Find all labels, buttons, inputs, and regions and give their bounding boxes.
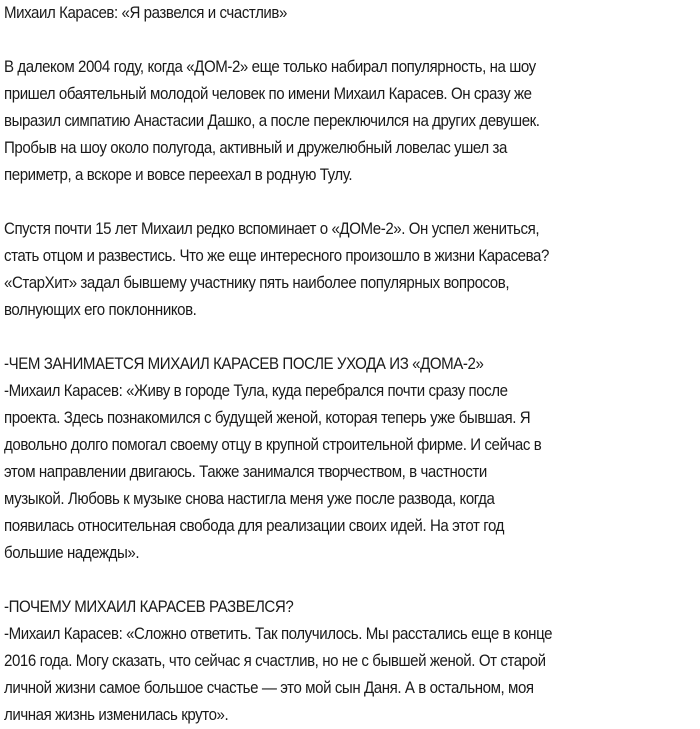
spacer xyxy=(4,189,700,216)
answer-line: проекта. Здесь познакомился с будущей женой, которая теперь уже бывшая. Я xyxy=(4,409,531,427)
section-heading: -ПОЧЕМУ МИХАИЛ КАРАСЕВ РАЗВЕЛСЯ? xyxy=(4,598,294,616)
intro-line: В далеком 2004 году, когда «ДОМ-2» еще только набирал популярность, на шоу xyxy=(4,58,536,76)
lead-line: «СтарХит» задал бывшему участнику пять наиболее популярных вопросов, xyxy=(4,274,510,292)
spacer xyxy=(4,27,700,54)
lead-line: стать отцом и развестись. Что же еще интересного произошло в жизни Карасева? xyxy=(4,247,549,265)
answer-line: личной жизни самое большое счастье — это мой сын Даня. А в остальном, моя xyxy=(4,679,534,697)
answer-line: музыкой. Любовь к музыке снова настигла меня уже после развода, когда xyxy=(4,490,495,508)
intro-line: периметр, а вскоре и вовсе переехал в родную Тулу. xyxy=(4,166,353,184)
spacer xyxy=(4,567,700,594)
answer-line: личная жизнь изменилась круто». xyxy=(4,706,229,724)
intro-line: Пробыв на шоу около полугода, активный и дружелюбный ловелас ушел за xyxy=(4,139,507,157)
answer-line: довольно долго помогал своему отцу в крупной строительной фирме. И сейчас в xyxy=(4,436,542,454)
spacer xyxy=(4,324,700,351)
article-title: Михаил Карасев: «Я развелся и счастлив» xyxy=(4,4,287,22)
answer-line: 2016 года. Могу сказать, что сейчас я счастлив, но не с бывшей женой. От старой xyxy=(4,652,546,670)
intro-line: выразил симпатию Анастасии Дашко, а после переключился на других девушек. xyxy=(4,112,540,130)
answer-line: этом направлении двигаюсь. Также занимался творчеством, в частности xyxy=(4,463,487,481)
intro-paragraph xyxy=(4,54,700,189)
answer-line: -Михаил Карасев: «Живу в городе Тула, куда перебрался почти сразу после xyxy=(4,382,508,400)
section-divorce xyxy=(4,594,700,729)
section-heading: -ЧЕМ ЗАНИМАЕТСЯ МИХАИЛ КАРАСЕВ ПОСЛЕ УХОДА ИЗ «ДОМА-2» xyxy=(4,355,484,373)
lead-line: волнующих его поклонников. xyxy=(4,301,197,319)
answer-line: -Михаил Карасев: «Сложно ответить. Так получилось. Мы расстались еще в конце xyxy=(4,625,553,643)
answer-line: появилась относительная свобода для реализации своих идей. На этот год xyxy=(4,517,504,535)
intro-line: пришел обаятельный молодой человек по имени Михаил Карасев. Он сразу же xyxy=(4,85,532,103)
lead-paragraph xyxy=(4,216,700,324)
lead-line: Спустя почти 15 лет Михаил редко вспоминает о «ДОМе-2». Он успел жениться, xyxy=(4,220,540,238)
section-career xyxy=(4,351,700,567)
answer-line: большие надежды». xyxy=(4,544,140,562)
